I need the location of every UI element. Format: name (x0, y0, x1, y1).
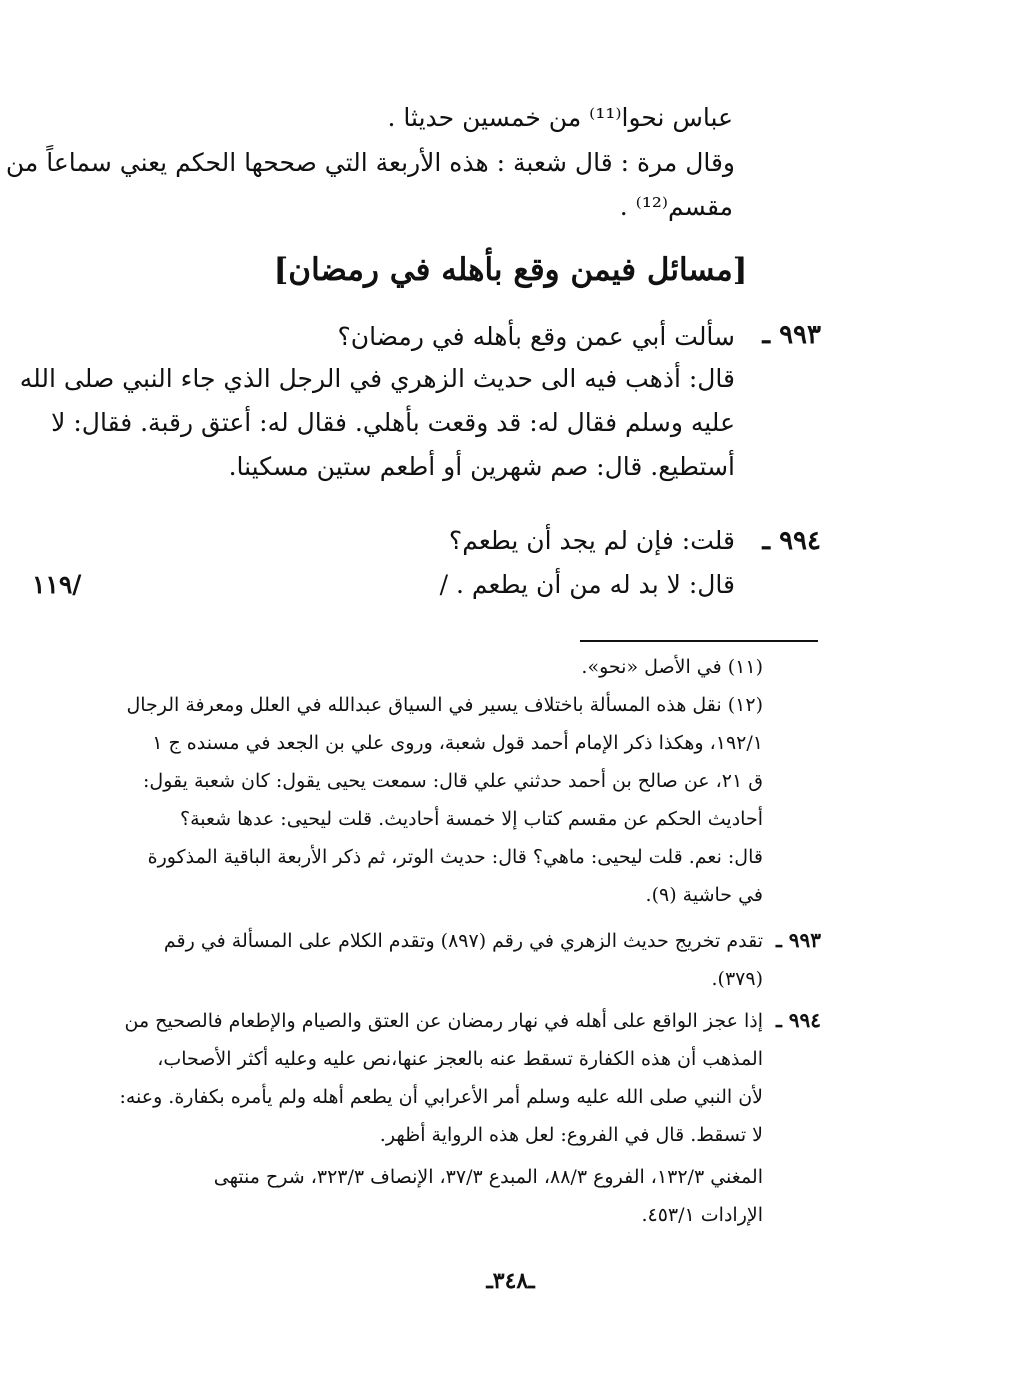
footnote-12-line: في حاشية (٩). (645, 884, 763, 906)
text-line: عباس نحوا⁽¹¹⁾ من خمسين حديثا . (387, 103, 733, 132)
margin-page-reference: /١١٩ (32, 570, 82, 599)
footnote-separator (580, 640, 818, 642)
footnote-11: (١١) في الأصل «نحو». (581, 656, 763, 678)
commentary-line: المغني ١٣٢/٣، الفروع ٨٨/٣، المبدع ٣٧/٣، الإنصاف ٣٢٣/٣، شرح منتهى (213, 1166, 763, 1188)
footnote-12-line: ق ٢١، عن صالح بن أحمد حدثني علي قال: سمعت يحيى يقول: كان شعبة يقول: (143, 770, 763, 792)
commentary-line: تقدم تخريج حديث الزهري في رقم (٨٩٧) وتقدم الكلام على المسألة في رقم (163, 930, 763, 952)
commentary-line: لأن النبي صلى الله عليه وسلم أمر الأعرابي أن يطعم أهله ولم يأمره بكفارة. وعنه: (119, 1086, 763, 1108)
commentary-number: ٩٩٣ ـ (775, 928, 821, 952)
section-title: [مسائل فيمن وقع بأهله في رمضان] (273, 252, 748, 288)
footnote-12-line: (١٢) نقل هذه المسألة باختلاف يسير في السياق عبدالله في العلل ومعرفة الرجال (126, 694, 763, 716)
commentary-line: إذا عجز الواقع على أهله في نهار رمضان عن العتق والصيام والإطعام فالصحيح من (124, 1010, 763, 1032)
commentary-line: لا تسقط. قال في الفروع: لعل هذه الرواية أظهر. (379, 1124, 763, 1146)
footnote-12-line: قال: نعم. قلت ليحيى: ماهي؟ قال: حديث الوتر، ثم ذكر الأربعة الباقية المذكورة (147, 846, 763, 868)
question-number: ٩٩٤ ـ (762, 526, 821, 556)
answer-text: قال: أذهب فيه الى حديث الزهري في الرجل الذي جاء النبي صلى الله (19, 364, 735, 393)
answer-text: أستطيع. قال: صم شهرين أو أطعم ستين مسكينا. (228, 452, 735, 481)
answer-text: قال: لا بد له من أن يطعم . / (439, 570, 735, 599)
commentary-number: ٩٩٤ ـ (775, 1008, 821, 1032)
text-line: وقال مرة : قال شعبة : هذه الأربعة التي صححها الحكم يعني سماعاً من (5, 148, 735, 177)
text-line: مقسم⁽¹²⁾ . (619, 192, 733, 221)
footnote-12-line: ١٩٢/١، وهكذا ذكر الإمام أحمد قول شعبة، وروى علي بن الجعد في مسنده ج ١ (152, 732, 763, 754)
commentary-line: الإرادات ٤٥٣/١. (641, 1204, 763, 1226)
question-text: سألت أبي عمن وقع بأهله في رمضان؟ (337, 322, 735, 351)
commentary-line: (٣٧٩). (711, 968, 763, 990)
question-number: ٩٩٣ ـ (762, 320, 821, 350)
answer-text: عليه وسلم فقال له: قد وقعت بأهلي. فقال له: أعتق رقبة. فقال: لا (51, 408, 735, 437)
page-number: ـ٣٤٨ـ (486, 1268, 535, 1294)
footnote-12-line: أحاديث الحكم عن مقسم كتاب إلا خمسة أحاديث. قلت ليحيى: عدها شعبة؟ (180, 808, 763, 830)
commentary-line: المذهب أن هذه الكفارة تسقط عنه بالعجز عنها،نص عليه وعليه أكثر الأصحاب، (157, 1048, 763, 1070)
question-text: قلت: فإن لم يجد أن يطعم؟ (448, 526, 735, 555)
